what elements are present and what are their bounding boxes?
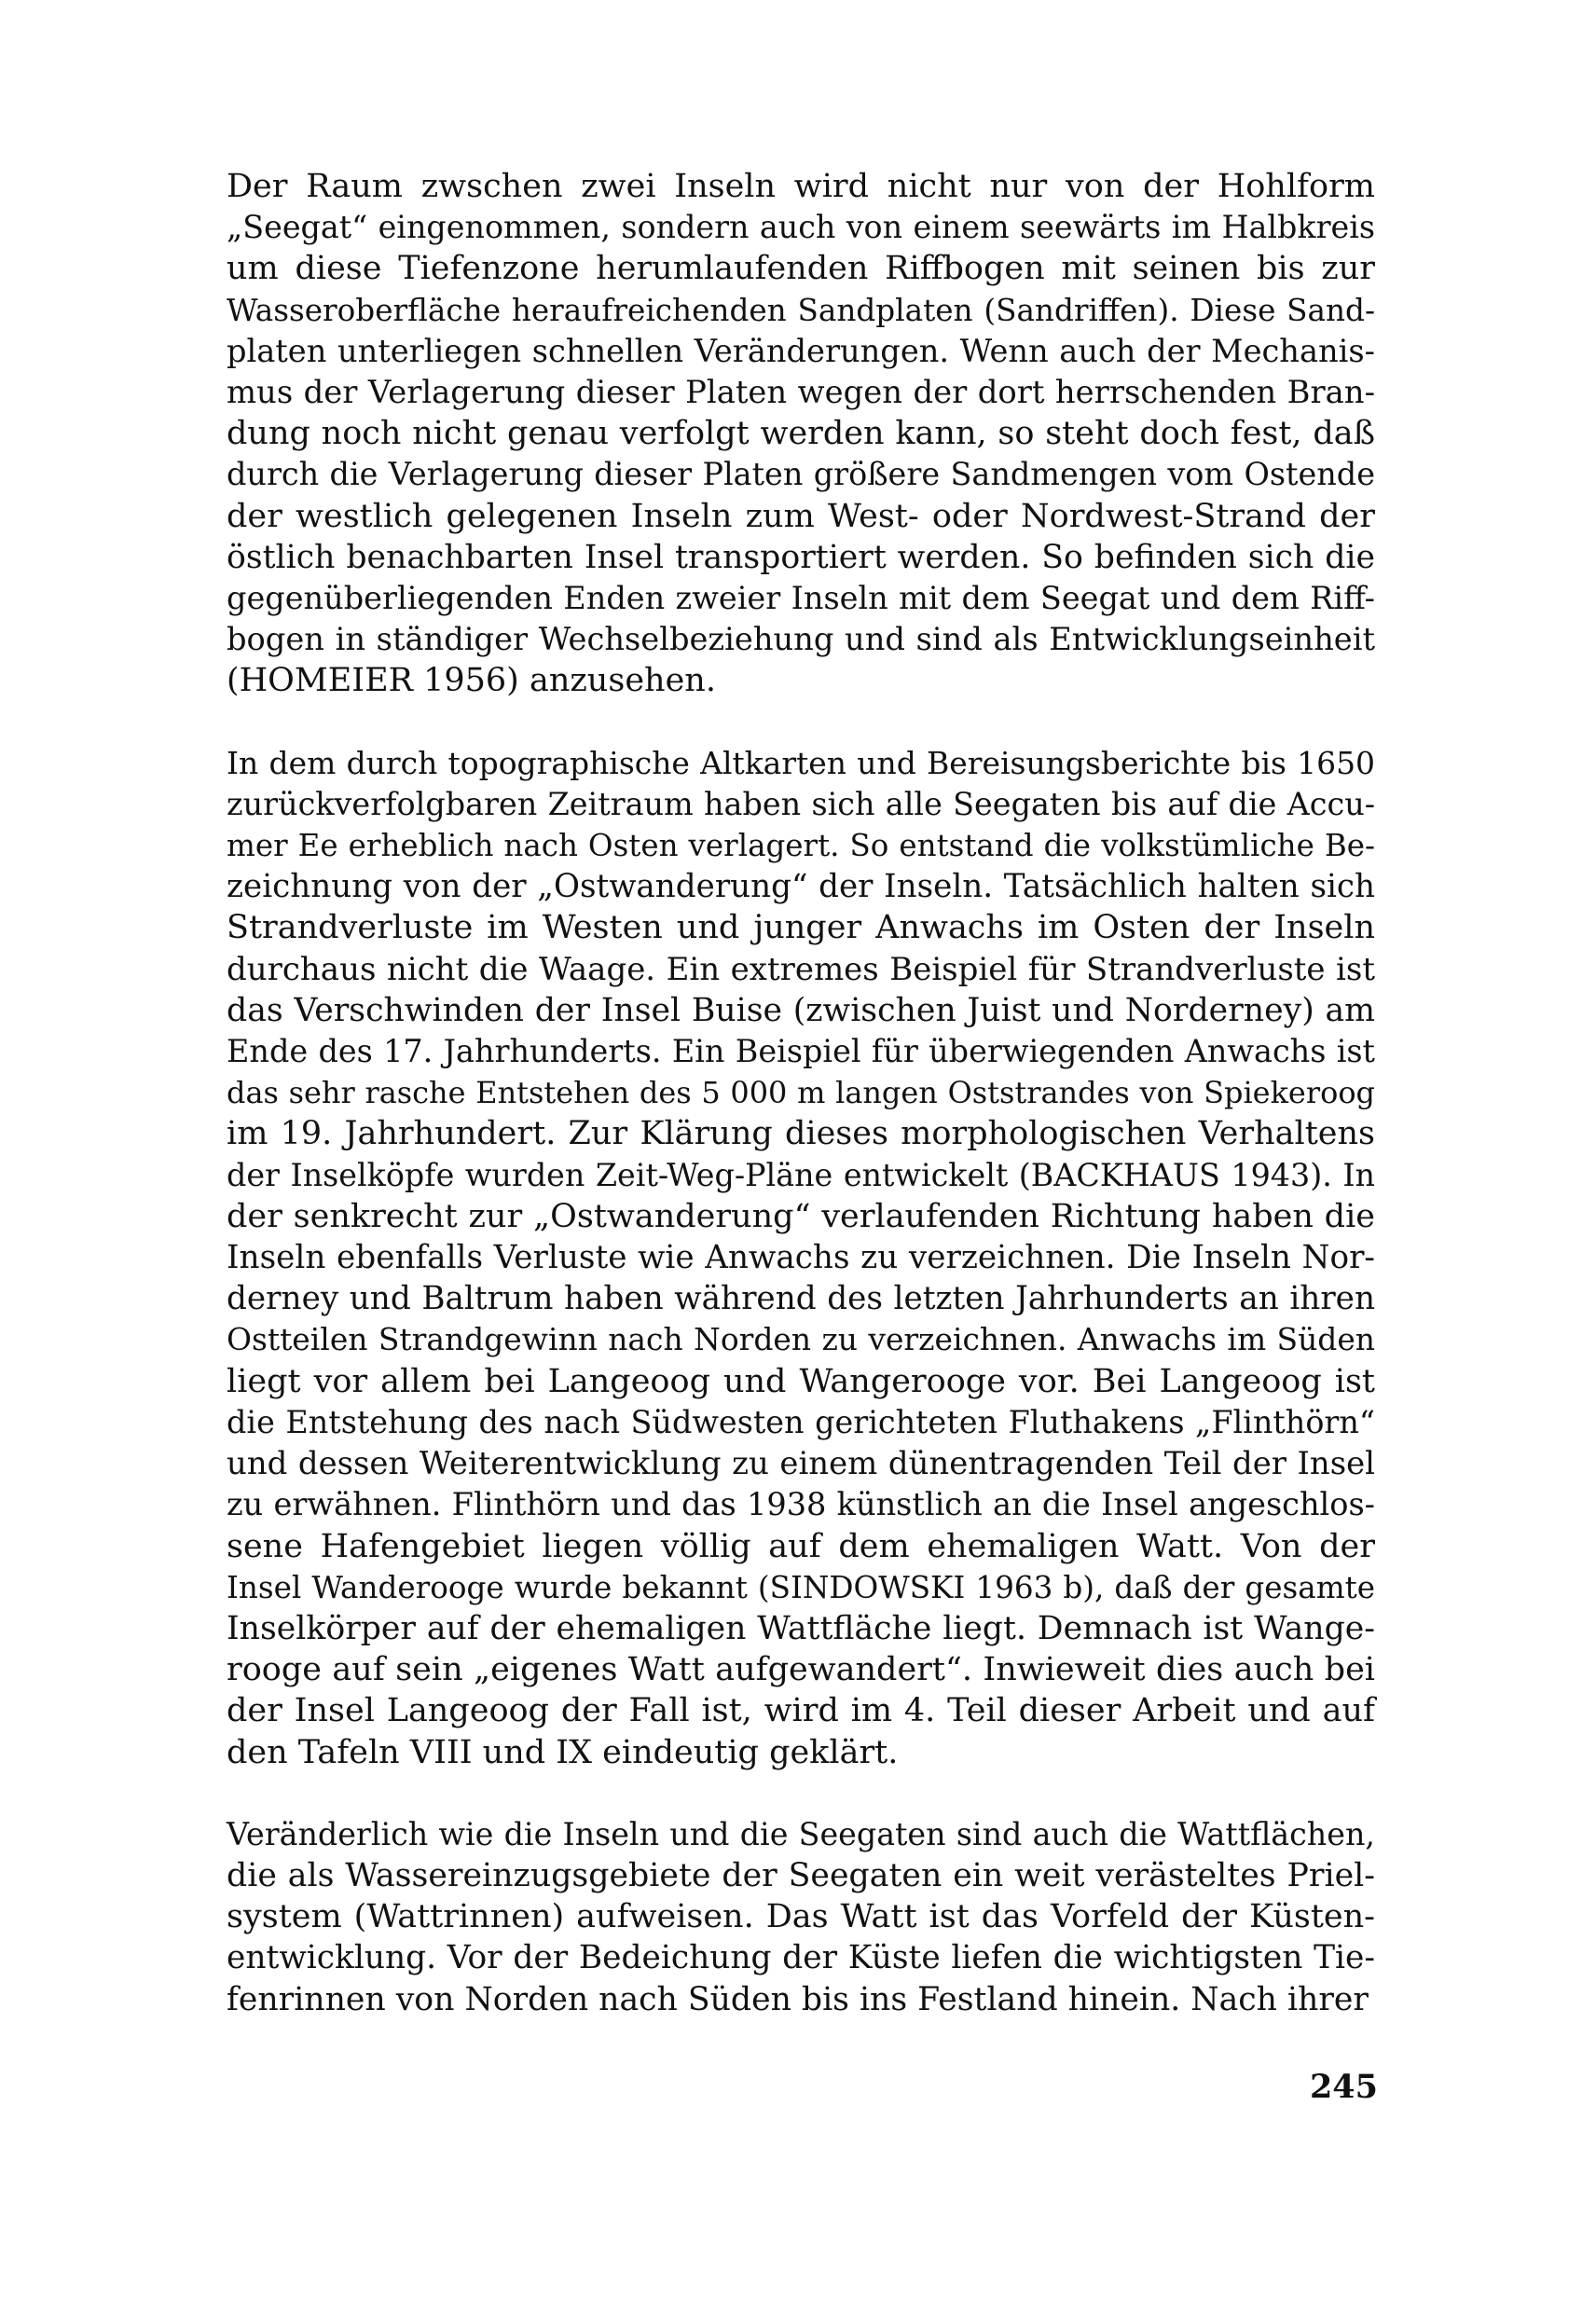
text-line: fenrinnen von Norden nach Süden bis ins Festland hinein. Nach ihrer: [227, 1980, 1369, 2018]
text-line: um diese Tiefenzone herumlaufenden Riffbogen mit seinen bis zur: [227, 250, 1375, 288]
text-line: liegt vor allem bei Langeoog und Wangerooge vor. Bei Langeoog ist: [227, 1362, 1375, 1400]
text-line: der Insel Langeoog der Fall ist, wird im 4. Teil dieser Arbeit und auf: [227, 1692, 1375, 1730]
text-line: die Entstehung des nach Südwesten gerichteten Fluthakens „Flinthörn“: [227, 1403, 1375, 1440]
text-line: die als Wassereinzugsgebiete der Seegaten ein weit verästeltes Priel-: [227, 1856, 1375, 1894]
text-line: Strandverluste im Westen und junger Anwachs im Osten der Inseln: [227, 909, 1375, 947]
text-line: (HOMEIER 1956) anzusehen.: [227, 662, 716, 700]
text-line: das Verschwinden der Insel Buise (zwischen Juist und Norderney) am: [227, 991, 1375, 1029]
text-line: Der Raum zwschen zwei Inseln wird nicht nur von der Hohlform: [227, 168, 1375, 205]
text-line: das sehr rasche Entstehen des 5 000 m langen Oststrandes von Spiekeroog: [227, 1075, 1375, 1111]
text-line: „Seegat“ eingenommen, sondern auch von einem seewärts im Halbkreis: [227, 209, 1375, 246]
text-line: gegenüberliegenden Enden zweier Inseln mit dem Seegat und dem Riff-: [227, 580, 1375, 617]
page-body: [227, 166, 1375, 2061]
text-line: Inselkörper auf der ehemaligen Wattfläche liegt. Demnach ist Wange-: [227, 1609, 1375, 1647]
text-line: entwicklung. Vor der Bedeichung der Küste liefen die wichtigsten Tie-: [227, 1939, 1375, 1977]
text-line: sene Hafengebiet liegen völlig auf dem ehemaligen Watt. Von der: [227, 1527, 1375, 1565]
text-line: durchaus nicht die Waage. Ein extremes Beispiel für Strandverluste ist: [227, 950, 1375, 988]
text-line: der senkrecht zur „Ostwanderung“ verlaufenden Richtung haben die: [227, 1197, 1375, 1235]
text-line: Ostteilen Strandgewinn nach Norden zu verzeichnen. Anwachs im Süden: [227, 1321, 1375, 1358]
text-line: derney und Baltrum haben während des letzten Jahrhunderts an ihren: [227, 1280, 1375, 1318]
text-line: mer Ee erheblich nach Osten verlagert. So entstand die volkstümliche Be-: [227, 828, 1375, 864]
text-line: zu erwähnen. Flinthörn und das 1938 künstlich an die Insel angeschlos-: [227, 1486, 1375, 1523]
text-line: östlich benachbarten Insel transportiert werden. So befinden sich die: [227, 538, 1375, 576]
text-line: Inseln ebenfalls Verluste wie Anwachs zu verzeichnen. Die Inseln Nor-: [227, 1239, 1375, 1277]
text-line: der westlich gelegenen Inseln zum West- oder Nordwest-Strand der: [227, 497, 1375, 535]
text-line: durch die Verlagerung dieser Platen größere Sandmengen vom Ostende: [227, 456, 1375, 493]
text-line: Ende des 17. Jahrhunderts. Ein Beispiel für überwiegenden Anwachs ist: [227, 1033, 1375, 1070]
text-line: und dessen Weiterentwicklung zu einem dünentragenden Teil der Insel: [227, 1445, 1375, 1482]
text-line: der Inselköpfe wurden Zeit-Weg-Pläne entwickelt (BACKHAUS 1943). In: [227, 1156, 1375, 1193]
text-line: bogen in ständiger Wechselbeziehung und sind als Entwicklungseinheit: [227, 621, 1375, 658]
text-line: zurückverfolgbaren Zeitraum haben sich alle Seegaten bis auf die Accu-: [227, 785, 1375, 822]
text-line: In dem durch topographische Altkarten und Bereisungsberichte bis 1650: [227, 744, 1375, 781]
paragraph-2: [227, 743, 1375, 1773]
text-line: mus der Verlagerung dieser Platen wegen der dort herrschenden Bran-: [227, 374, 1375, 411]
text-line: zeichnung von der „Ostwanderung“ der Inseln. Tatsächlich halten sich: [227, 868, 1375, 906]
text-line: system (Wattrinnen) aufweisen. Das Watt ist das Vorfeld der Küsten-: [227, 1898, 1375, 1936]
text-line: Wasseroberfläche heraufreichenden Sandplaten (Sandriffen). Diese Sand-: [227, 292, 1375, 328]
paragraph-3: [227, 1814, 1375, 2020]
paragraph-1: [227, 166, 1375, 702]
page-number: 245: [1309, 2068, 1378, 2106]
text-line: Veränderlich wie die Inseln und die Seegaten sind auch die Wattflächen,: [227, 1815, 1375, 1852]
text-line: platen unterliegen schnellen Veränderungen. Wenn auch der Mechanis-: [227, 332, 1375, 369]
text-line: im 19. Jahrhundert. Zur Klärung dieses morphologischen Verhaltens: [227, 1115, 1375, 1153]
text-line: rooge auf sein „eigenes Watt aufgewandert“. Inwieweit dies auch bei: [227, 1651, 1375, 1689]
text-line: dung noch nicht genau verfolgt werden kann, so steht doch fest, daß: [227, 415, 1375, 453]
text-line: den Tafeln VIII und IX eindeutig geklärt.: [227, 1733, 899, 1771]
text-line: Insel Wanderooge wurde bekannt (SINDOWSKI 1963 b), daß der gesamte: [227, 1569, 1375, 1605]
